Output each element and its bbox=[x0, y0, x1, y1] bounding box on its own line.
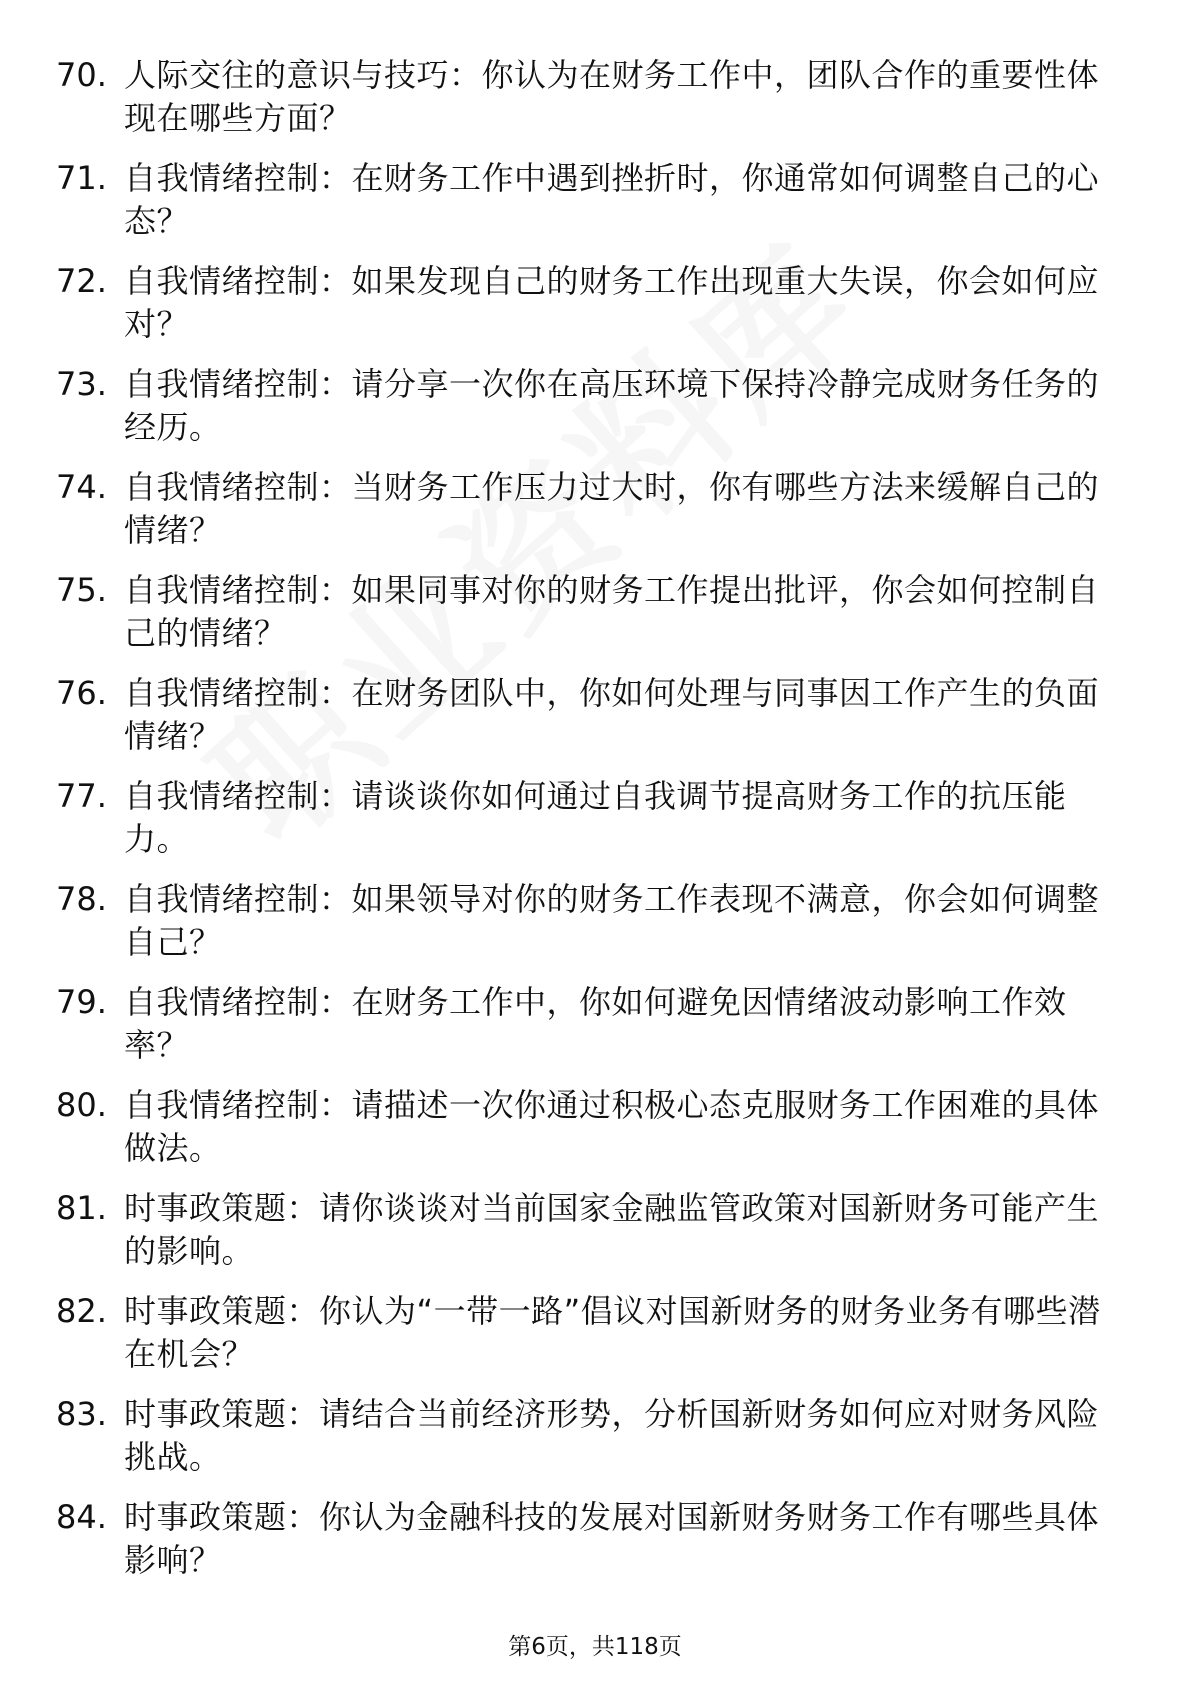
question-text: 自我情绪控制：在财务团队中，你如何处理与同事因工作产生的负面情绪？ bbox=[124, 674, 1100, 755]
question-item bbox=[56, 54, 1116, 140]
question-text: 自我情绪控制：在财务工作中，你如何避免因情绪波动影响工作效率？ bbox=[124, 983, 1067, 1064]
question-number: 81. bbox=[56, 1189, 107, 1227]
question-text: 时事政策题：你认为“一带一路”倡议对国新财务的财务业务有哪些潜在机会？ bbox=[124, 1292, 1101, 1373]
question-item bbox=[56, 260, 1116, 346]
question-number: 82. bbox=[56, 1292, 107, 1330]
question-text: 时事政策题：你认为金融科技的发展对国新财务财务工作有哪些具体影响？ bbox=[124, 1498, 1100, 1579]
question-number: 79. bbox=[56, 983, 107, 1021]
question-number: 83. bbox=[56, 1395, 107, 1433]
question-number: 73. bbox=[56, 365, 107, 403]
question-text: 自我情绪控制：请分享一次你在高压环境下保持冷静完成财务任务的经历。 bbox=[124, 365, 1100, 446]
question-text: 人际交往的意识与技巧：你认为在财务工作中，团队合作的重要性体现在哪些方面？ bbox=[124, 56, 1100, 137]
question-item bbox=[56, 1496, 1116, 1582]
question-text: 自我情绪控制：当财务工作压力过大时，你有哪些方法来缓解自己的情绪？ bbox=[124, 468, 1100, 549]
question-item bbox=[56, 775, 1116, 861]
question-item bbox=[56, 569, 1116, 655]
question-text: 自我情绪控制：如果发现自己的财务工作出现重大失误，你会如何应对？ bbox=[124, 262, 1100, 343]
question-number: 74. bbox=[56, 468, 107, 506]
question-number: 70. bbox=[56, 56, 107, 94]
question-item bbox=[56, 672, 1116, 758]
question-item bbox=[56, 878, 1116, 964]
question-item bbox=[56, 363, 1116, 449]
question-text: 自我情绪控制：请谈谈你如何通过自我调节提高财务工作的抗压能力。 bbox=[124, 777, 1067, 858]
question-number: 76. bbox=[56, 674, 107, 712]
question-item bbox=[56, 981, 1116, 1067]
question-text: 时事政策题：请结合当前经济形势，分析国新财务如何应对财务风险挑战。 bbox=[124, 1395, 1100, 1476]
question-text: 时事政策题：请你谈谈对当前国家金融监管政策对国新财务可能产生的影响。 bbox=[124, 1189, 1100, 1270]
question-item bbox=[56, 1290, 1116, 1376]
question-item bbox=[56, 1393, 1116, 1479]
question-item bbox=[56, 466, 1116, 552]
question-number: 80. bbox=[56, 1086, 107, 1124]
question-number: 71. bbox=[56, 159, 107, 197]
question-item bbox=[56, 1084, 1116, 1170]
question-number: 77. bbox=[56, 777, 107, 815]
question-text: 自我情绪控制：如果同事对你的财务工作提出批评，你会如何控制自己的情绪？ bbox=[124, 571, 1100, 652]
question-number: 75. bbox=[56, 571, 107, 609]
question-text: 自我情绪控制：请描述一次你通过积极心态克服财务工作困难的具体做法。 bbox=[124, 1086, 1100, 1167]
question-list bbox=[56, 54, 1116, 1599]
page-footer: 第6页，共118页 bbox=[508, 1634, 682, 1660]
question-number: 72. bbox=[56, 262, 107, 300]
question-number: 84. bbox=[56, 1498, 107, 1536]
question-number: 78. bbox=[56, 880, 107, 918]
question-item bbox=[56, 1187, 1116, 1273]
question-item bbox=[56, 157, 1116, 243]
question-text: 自我情绪控制：如果领导对你的财务工作表现不满意，你会如何调整自己？ bbox=[124, 880, 1100, 961]
question-text: 自我情绪控制：在财务工作中遇到挫折时，你通常如何调整自己的心态？ bbox=[124, 159, 1100, 240]
